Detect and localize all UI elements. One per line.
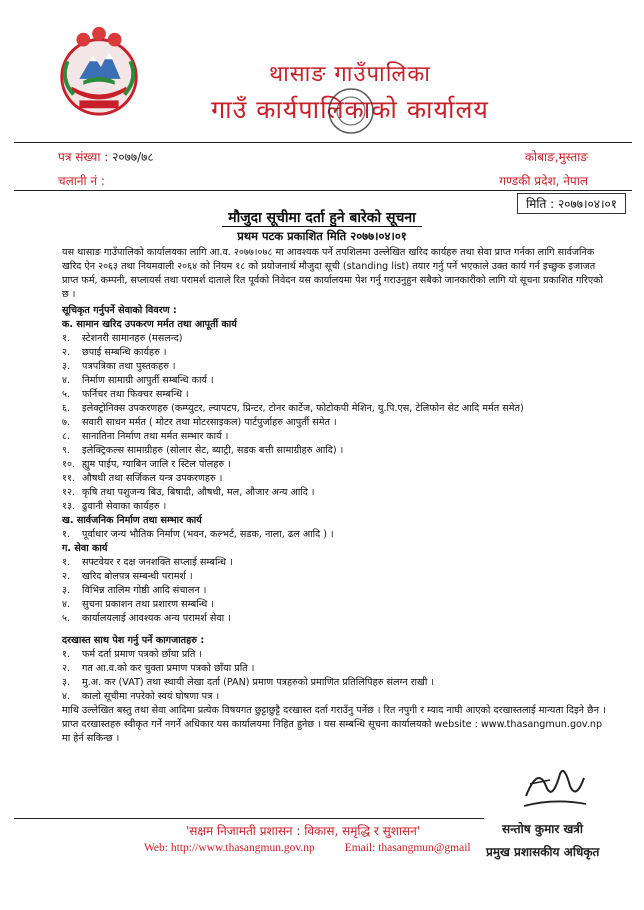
list-item-number: ३.	[62, 361, 71, 372]
list-item	[62, 528, 610, 542]
reference-number	[58, 148, 154, 165]
list-item-text: पत्रपत्रिका तथा पुस्तकहरु ।	[82, 361, 176, 372]
office-name: थासाङ गाउँपालिका	[269, 62, 431, 87]
list-item-text: सानातिना निर्माण तथा मर्मत सम्भार कार्य ।	[82, 431, 229, 442]
list-item-number: १.	[62, 333, 71, 344]
list-item	[62, 402, 610, 416]
intro-paragraph: यस थासाङ गाउँपालिको कार्यालयका लागि आ.व. २०७७।०७८ मा आवश्यक पर्ने तपशिलमा उल्लेखित खरिद कार्यहरु तथा सेवा प्राप्त गर्नका लागि सार्वजनिक खरिद ऐन २०६३ तथा नियमवाली २०६४ को नियम १८ को प्रयोजनार्थ मौजुदा सूची (standing list) तयार गर्नु पर्ने भएकाले उक्त कार्य गर्न इच्छुक इजाजत प्राप्त फर्म, कम्पनी, सप्लायर्स तथा परामर्श दाताले रित पूर्वको निवेदन यस कार्यालयमा पेश गर्नु गराउनुहुन सबैको जानकारीको लागि यो सूचना प्रकाशित गरिएको छ ।	[62, 247, 603, 300]
signer-title: प्रमुख प्रशासकीय अधिकृत	[486, 845, 600, 859]
list-item	[62, 570, 610, 584]
section-a-title: क. सामान खरिद उपकरण मर्मत तथा आपूर्ती कार्य	[62, 319, 237, 330]
list-item-number: १.	[62, 557, 71, 568]
list-item-number: ४.	[62, 691, 71, 702]
list-item-text: गत आ.व.को कर चुक्ता प्रमाण पत्रको छाँया प्रति ।	[82, 663, 255, 674]
list-item-number: २.	[62, 663, 71, 674]
list-item-text: इलेक्ट्रोनिक्स उपकरणहरु (कम्प्युटर, ल्यापटप, प्रिन्टर, टोनर कार्टेज, फोटोकपी मेशिन, यु.पि.एस, टेलिफोन सेट आदि मर्मत समेत)	[82, 403, 524, 414]
list-item-number: ६.	[62, 403, 71, 414]
notice-title-text: मौजुदा सूचीमा दर्ता हुने बारेको सूचना	[222, 210, 422, 227]
list-item	[62, 332, 610, 346]
list-item	[62, 676, 610, 690]
list-item	[62, 662, 610, 676]
list-item-text: कृषि तथा पशुजन्य बिउ, बिषादी, औषधी, मल, औजार अन्य आदि ।	[82, 487, 315, 498]
list-item-number: ३.	[62, 677, 71, 688]
list-item	[62, 444, 610, 458]
list-item-text: कालो सूचीमा नपरेको स्वयं घोषणा पत्र ।	[82, 691, 220, 702]
office-stamp-icon	[326, 86, 376, 136]
list-item	[62, 388, 610, 402]
list-item-text: स्टेशनरी सामानहरु (मसलन्द)	[82, 333, 183, 344]
section-c-title: ग. सेवा कार्य	[62, 543, 108, 554]
list-item-number: ८.	[62, 431, 71, 442]
notice-date: मिति : २०७७।०४।०१	[517, 193, 626, 214]
list-item	[62, 556, 610, 570]
list-item-text: निर्माण सामाग्री आपुर्ती सम्बन्धि कार्य ।	[82, 375, 214, 386]
list-item-text: सुचना प्रकाशन तथा प्रशारण सम्बन्धि ।	[82, 599, 214, 610]
list-item-text: छपाई सम्बन्धि कार्यहरु ।	[82, 347, 167, 358]
header-divider-top	[14, 142, 632, 143]
list-item-text: सवारी साधन मर्मत ( मोटर तथा मोटरसाइकल) पार्टपुर्जाहरु आपुर्ती समेत ।	[82, 417, 337, 428]
list-item	[62, 430, 610, 444]
list-item-number: ४.	[62, 375, 71, 386]
services-heading: सूचिकृत गर्नुपर्ने सेवाको विवरण :	[62, 305, 177, 316]
signer-name: सन्तोष कुमार खत्री	[502, 822, 584, 836]
list-item	[62, 416, 610, 430]
list-item-text: फर्म दर्ता प्रमाण पत्रको छाँया प्रति ।	[82, 649, 203, 660]
list-item-number: १०.	[62, 459, 76, 470]
list-item	[62, 598, 610, 612]
list-item	[62, 374, 610, 388]
list-item-number: ९.	[62, 445, 71, 456]
list-item-number: १२.	[62, 487, 76, 498]
section-a-list	[62, 332, 610, 514]
list-item-text: पूर्वाधार जन्य भौतिक निर्माण (भवन, कल्भर्ट, सडक, नाला, ढल आदि ) ।	[82, 529, 334, 540]
list-item-text: कार्यालयलाई आवश्यक अन्य परामर्श सेवा ।	[82, 613, 231, 624]
list-item	[62, 690, 610, 704]
office-address: कोबाङ,मुस्ताङ	[524, 150, 588, 164]
list-item	[62, 458, 610, 472]
list-item-number: १.	[62, 529, 71, 540]
list-item-text: ढुवानी सेवाका कार्यहरु ।	[82, 501, 167, 512]
documents-list	[62, 648, 610, 704]
list-item-text: औषधी तथा सर्जिकल यन्त्र उपकरणहरु ।	[82, 473, 223, 484]
list-item	[62, 486, 610, 500]
notice-body	[62, 246, 610, 746]
closing-paragraph: माथि उल्लेखित बस्तु तथा सेवा आदिमा प्रत्येक विषयगत छुट्टाछुट्टै दरखास्त दर्ता गराउँनु पर्नेछ । रित नपुगी र म्याद नाघी आएको दरखास्तलाई मान्यता दिइने छैन । प्राप्त दरखास्तहरु स्वीकृत गर्ने नगर्ने अधिकार यस कार्यालयमा निहित हुनेछ । यस सम्बन्धि सूचना कार्यालयको website : www.thasangmun.gov.np मा हेर्न सकिन्छ ।	[62, 705, 606, 744]
list-item-number: ५.	[62, 389, 71, 400]
list-item-number: ७.	[62, 417, 71, 428]
list-item-number: ११.	[62, 473, 76, 484]
footer-slogan: 'सक्षम निजामती प्रशासन : विकास, समृद्धि र सुशासन'	[186, 824, 421, 838]
nepal-emblem-logo	[50, 22, 148, 120]
documents-title: दरखास्त साथ पेश गर्नु पर्ने कागजातहरु :	[62, 635, 205, 646]
header-divider-bottom	[14, 190, 632, 191]
list-item-number: ४.	[62, 599, 71, 610]
section-b-title: ख. सार्वजनिक निर्माण तथा सम्भार कार्य	[62, 515, 202, 526]
footer-divider	[14, 818, 484, 819]
list-item-text: फर्निचर तथा फिक्चर सम्बन्धि ।	[82, 389, 189, 400]
reference-value: २०७७/७८	[112, 150, 154, 164]
list-item-number: १.	[62, 649, 71, 660]
notice-subtitle: प्रथम पटक प्रकाशित मिति २०७७।०४।०१	[237, 229, 407, 243]
list-item-number: २.	[62, 347, 71, 358]
list-item-text: ह्युम पाईप, ग्याबिन जालि र स्टिल पोलहरु ।	[82, 459, 231, 470]
dispatch-number: चलानी नं :	[58, 174, 105, 188]
office-title: गाउँ कार्यपालिकाको कार्यालय	[211, 95, 489, 124]
notice-title	[0, 208, 644, 227]
list-item-number: ५.	[62, 613, 71, 624]
list-item	[62, 648, 610, 662]
list-item	[62, 360, 610, 374]
section-b-list	[62, 528, 610, 542]
list-item-number: १३.	[62, 501, 76, 512]
list-item	[62, 500, 610, 514]
list-item-text: मु.अ. कर (VAT) तथा स्थायी लेखा दर्ता (PAN) प्रमाण पत्रहरुको प्रमाणित प्रतिलिपिहरु संलग्न राखी ।	[82, 677, 435, 688]
footer-contact	[144, 842, 471, 854]
reference-label: पत्र संख्या :	[58, 150, 109, 164]
list-item	[62, 346, 610, 360]
list-item-text: खरिद बोलपत्र सम्बन्धी परामर्श ।	[82, 571, 193, 582]
list-item	[62, 472, 610, 486]
list-item-text: इलेक्ट्रिकल्स सामाग्रीहरु (सोलार सेट, ब्याट्री, सडक बत्ती सामाग्रीहरु आदि) ।	[82, 445, 344, 456]
list-item-number: २.	[62, 571, 71, 582]
footer-email: Email: thasangmun@gmail	[344, 842, 471, 854]
list-item-text: सफ्टवेयर र दक्ष जनशक्ति सप्लाई सम्बन्धि ।	[82, 557, 233, 568]
list-item-number: ३.	[62, 585, 71, 596]
section-c-list	[62, 556, 610, 626]
list-item-text: विभिन्न तालिम गोष्ठी आदि संचालन ।	[82, 585, 207, 596]
list-item	[62, 612, 610, 626]
handwritten-signature	[520, 756, 590, 818]
office-province: गण्डकी प्रदेश, नेपाल	[499, 174, 588, 188]
list-item	[62, 584, 610, 598]
footer-website: Web: http://www.thasangmun.gov.np	[144, 842, 315, 854]
